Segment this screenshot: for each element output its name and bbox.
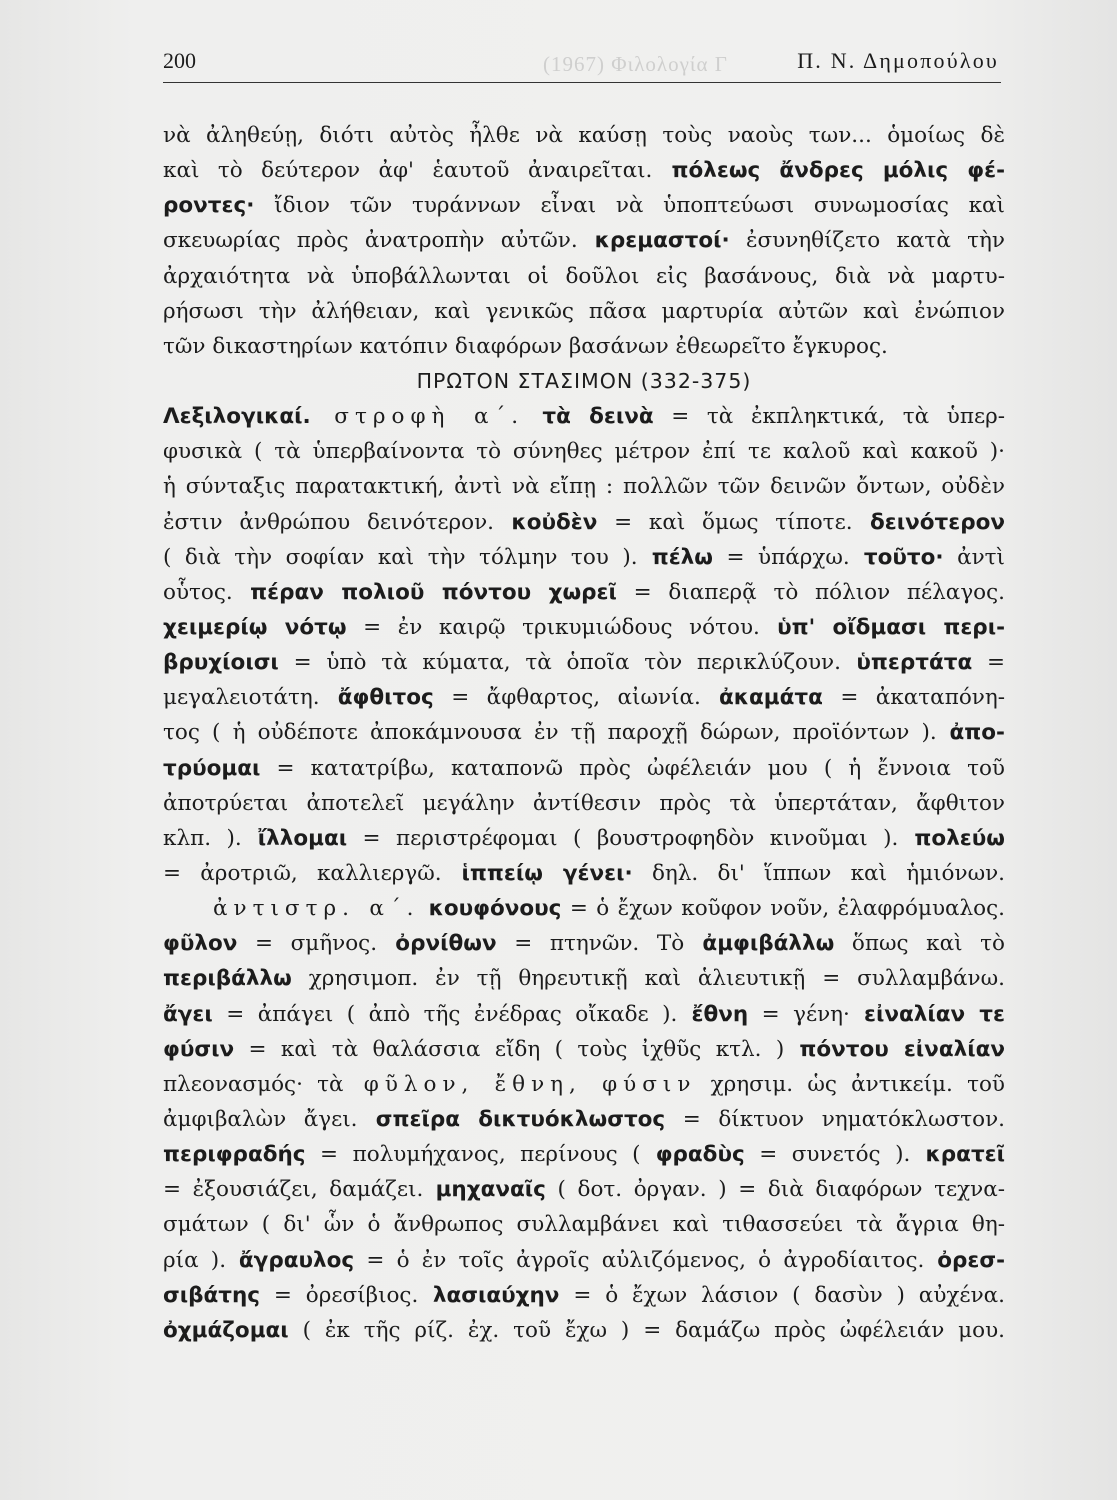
text-line	[163, 153, 1005, 188]
bold-term: ἀκαμάτα	[700, 685, 823, 711]
text-run: = ὁ ἔχων λάσιον ( δασὺν ) αὐχένα.	[559, 1282, 1005, 1308]
text-run: ἀμφιβαλὼν ἄγει.	[163, 1106, 358, 1132]
text-run: = πολυμήχανος, περίνους (	[305, 1142, 641, 1168]
text-run: = πτηνῶν. Τὸ	[496, 931, 685, 957]
text-run: πλεονασμός· τὰ	[163, 1071, 344, 1097]
bold-term: εἰναλίαν τε	[849, 1001, 1005, 1027]
text-run: = διαπερᾷ τὸ πόλιον πέλαγος.	[616, 579, 1005, 605]
text-run: νὰ ἀληθεύῃ, διότι αὐτὸς ἦλθε νὰ καύσῃ τοὺς ναοὺς των... ὁμοίως δὲ	[163, 123, 1005, 148]
text-run: ἀρχαιότητα νὰ ὑποβάλλωνται οἱ δοῦλοι εἰς βασάνους, διὰ νὰ μαρτυ-	[163, 263, 1005, 289]
text-run: τῶν δικαστηρίων κατόπιν διαφόρων βασάνων ἐθεωρεῖτο ἔγκυρος.	[163, 333, 888, 359]
text-run: σκευωρίας πρὸς ἀνατροπὴν αὐτῶν.	[163, 228, 578, 254]
bold-term: φραδὺς	[640, 1142, 745, 1168]
text-run: = ἀπάγει ( ἀπὸ τῆς ἐνέδρας οἴκαδε ).	[212, 1001, 678, 1027]
text-run: = ὁ ἔχων κοῦφον νοῦν, ἐλαφρόμυαλος.	[561, 896, 1005, 922]
text-line	[163, 1278, 1005, 1313]
bold-term: πέλω	[637, 544, 713, 570]
text-run: = δίκτυον νηματόκλωστον.	[665, 1106, 1005, 1132]
text-line	[163, 715, 1005, 750]
header-rule	[163, 82, 1001, 83]
text-run: = ὀρεσίβιος.	[260, 1282, 419, 1308]
text-run: ἐσυνηθίζετο κατὰ τὴν	[729, 228, 1005, 254]
text-run: = σμῆνος.	[237, 931, 378, 957]
text-run: =	[972, 650, 1005, 676]
bold-term: πέραν πολιοῦ πόντου χωρεῖ	[232, 579, 617, 605]
bold-term: ἔθνη	[677, 1001, 749, 1027]
text-line	[163, 399, 1005, 434]
bold-term: ὑπερτάτα	[840, 650, 973, 676]
text-run: καὶ τὸ δεύτερον ἀφ' ἑαυτοῦ ἀναιρεῖται.	[163, 158, 653, 184]
spaced-term: ἀντιστρ. α΄.	[213, 896, 420, 922]
text-run: = ἀκαταπόνη-	[822, 685, 1005, 711]
bold-term: σιβάτης	[163, 1282, 261, 1308]
text-line	[163, 680, 1005, 715]
text-line	[163, 329, 1005, 364]
text-line	[163, 997, 1005, 1032]
text-line	[163, 294, 1005, 329]
bold-term: περιφραδής	[163, 1142, 306, 1168]
text-run: = ἐξουσιάζει, δαμάζει.	[163, 1177, 424, 1203]
bold-term: ἴλλομαι	[241, 825, 348, 851]
text-run: = ὑπάρχω.	[712, 544, 850, 570]
text-line	[163, 786, 1005, 821]
text-run: = καὶ τὰ θαλάσσια εἴδη ( τοὺς ἰχθῦς κτλ. )	[234, 1036, 785, 1062]
text-run: χρησιμ. ὡς ἀντικείμ. τοῦ	[696, 1071, 1005, 1097]
bold-term: πόντου εἰναλίαν	[784, 1036, 1005, 1062]
spaced-term: στροφὴ α΄.	[310, 404, 525, 430]
bold-term: τοῦτο·	[849, 544, 944, 570]
text-run: = ἐν καιρῷ τρικυμιώδους νότου.	[346, 614, 760, 640]
bold-term: ἀμφιβάλλω	[684, 931, 835, 957]
text-run: μεγαλειοτάτη.	[163, 685, 320, 711]
bold-term: πόλεως ἄνδρες μόλις φέ-	[652, 158, 1005, 184]
bold-term: Λεξιλογικαί.	[163, 404, 311, 430]
text-run: κλπ. ).	[163, 825, 242, 851]
text-run: = καὶ ὅμως τίποτε.	[597, 509, 853, 535]
bold-term: λασιαύχην	[418, 1282, 560, 1308]
text-line	[163, 188, 1005, 223]
bold-term: κρεμαστοί·	[577, 228, 730, 254]
text-run: ( ἐκ τῆς ρίζ. ἐχ. τοῦ ἔχω ) = δαμάζω πρὸς ὠφέλειάν μου.	[288, 1317, 1005, 1343]
bold-term: ἱππείῳ γένει·	[441, 860, 633, 886]
bold-term: φύσιν	[163, 1036, 235, 1062]
bold-term: ὀρνίθων	[377, 931, 497, 957]
bold-term: ὀχμάζομαι	[163, 1317, 289, 1343]
text-run: ἀποτρύεται ἀποτελεῖ μεγάλην ἀντίθεσιν πρὸς τὰ ὑπερτάταν, ἄφθιτον	[163, 790, 1005, 816]
text-run: ἐστιν ἀνθρώπου δεινότερον.	[163, 509, 495, 535]
text-run: ἴδιον τῶν τυράννων εἶναι νὰ ὑποπτεύωσι συνωμοσίας καὶ	[254, 193, 1005, 219]
text-line	[163, 575, 1005, 610]
text-run: φυσικὰ ( τὰ ὑπερβαίνοντα τὸ σύνηθες μέτρον ἐπί τε καλοῦ καὶ κακοῦ )·	[163, 439, 1005, 465]
text-line	[163, 1102, 1005, 1137]
text-run: = ἄφθαρτος, αἰωνία.	[433, 685, 701, 711]
text-run: ρήσωσι τὴν ἀλήθειαν, καὶ γενικῶς πᾶσα μαρτυρία αὐτῶν καὶ ἐνώπιον	[163, 298, 1005, 324]
bold-term: τὰ δεινὰ	[524, 404, 654, 430]
bold-term: ὑπ' οἴδμασι περι-	[759, 614, 1005, 640]
text-run: = τὰ ἐκπληκτικά, τὰ ὑπερ-	[653, 404, 1005, 430]
bold-term: ἄγραυλος	[226, 1247, 355, 1273]
text-run: σμάτων ( δι' ὧν ὁ ἄνθρωπος συλλαμβάνει καὶ τιθασσεύει τὰ ἄγρια θη-	[163, 1212, 1005, 1238]
text-run: ὅπως καὶ τὸ	[834, 931, 1005, 957]
text-line	[163, 821, 1005, 856]
text-line	[163, 259, 1005, 294]
text-line	[163, 1313, 1005, 1348]
text-line	[163, 118, 1005, 153]
text-run: = περιστρέφομαι ( βουστροφηδὸν κινοῦμαι ).	[347, 825, 899, 851]
bold-term: ροντες·	[163, 193, 255, 219]
text-line	[163, 1172, 1005, 1207]
bold-term: τρύομαι	[163, 755, 261, 781]
text-run: = γένη·	[748, 1001, 850, 1027]
bold-term: σπεῖρα δικτυόκλωστος	[357, 1106, 666, 1132]
bold-term: κοὐδὲν	[494, 509, 598, 535]
text-run: = ὑπὸ τὰ κύματα, τὰ ὁποῖα τὸν περικλύζουν.	[278, 650, 841, 676]
section-heading	[163, 364, 1005, 399]
bold-term: ἄγει	[163, 1001, 213, 1027]
text-run: = ὁ ἐν τοῖς ἀγροῖς αὐλιζόμενος, ὁ ἀγροδίαιτος.	[354, 1247, 925, 1273]
bold-term: βρυχίοισι	[163, 650, 279, 676]
text-run: ΠΡΩΤΟΝ ΣΤΑΣΙΜΟΝ (332-375)	[416, 368, 752, 393]
bold-term: ἀπο-	[936, 720, 1005, 746]
text-line	[163, 540, 1005, 575]
text-line	[163, 751, 1005, 786]
text-line	[163, 1032, 1005, 1067]
text-line	[163, 1137, 1005, 1172]
text-line	[163, 1207, 1005, 1242]
running-head: Π. Ν. Δημοπούλου	[797, 48, 999, 73]
spaced-term: φῦλον, ἔθνη, φύσιν	[343, 1071, 697, 1097]
bold-term: φῦλον	[163, 931, 238, 957]
text-run: = ἀροτριῶ, καλλιεργῶ.	[163, 860, 442, 886]
text-run: = συνετός ).	[744, 1142, 911, 1168]
bold-term: ἄφθιτος	[319, 685, 434, 711]
body-text	[163, 118, 1005, 1348]
text-run: οὗτος.	[163, 579, 233, 605]
text-line	[163, 891, 1005, 926]
bold-term: μηχαναῖς	[423, 1177, 546, 1203]
bold-term: κουφόνους	[419, 896, 562, 922]
page-number: 200	[163, 48, 196, 73]
show-through-text: (1967) Φιλολογία Γ	[543, 52, 728, 76]
text-line	[163, 856, 1005, 891]
text-line	[163, 434, 1005, 469]
text-line	[163, 961, 1005, 996]
text-run: δηλ. δι' ἵππων καὶ ἡμιόνων.	[632, 860, 1005, 886]
text-run: χρησιμοπ. ἐν τῇ θηρευτικῇ καὶ ἁλιευτικῇ = συλλαμβάνω.	[291, 966, 1005, 992]
bold-term: ὀρεσ-	[924, 1247, 1005, 1273]
text-run: τος ( ἡ οὐδέποτε ἀποκάμνουσα ἐν τῇ παροχῇ δώρων, προϊόντων ).	[163, 720, 937, 746]
text-run: ἀντὶ	[943, 544, 1005, 570]
text-line	[163, 223, 1005, 258]
page-header	[163, 44, 1001, 84]
text-line	[163, 645, 1005, 680]
text-run: = κατατρίβω, καταπονῶ πρὸς ὠφέλειάν μου ( ἡ ἔννοια τοῦ	[260, 755, 1005, 781]
text-line	[163, 610, 1005, 645]
text-run: ( δοτ. ὀργαν. ) = διὰ διαφόρων τεχνα-	[545, 1177, 1005, 1203]
text-run: ἡ σύνταξις παρατακτική, ἀντὶ νὰ εἴπῃ : πολλῶν τῶν δεινῶν ὄντων, οὐδὲν	[163, 474, 1005, 500]
bold-term: δεινότερον	[852, 509, 1005, 535]
text-run: ρία ).	[163, 1247, 227, 1273]
text-line	[163, 1243, 1005, 1278]
text-run: ( διὰ τὴν σοφίαν καὶ τὴν τόλμην του ).	[163, 544, 638, 570]
text-line	[163, 469, 1005, 504]
text-line	[163, 926, 1005, 961]
bold-term: περιβάλλω	[163, 966, 292, 992]
bold-term: κρατεῖ	[910, 1142, 1005, 1168]
bold-term: πολεύω	[898, 825, 1005, 851]
text-line	[163, 505, 1005, 540]
bold-term: χειμερίῳ νότῳ	[163, 614, 347, 640]
text-line	[163, 1067, 1005, 1102]
